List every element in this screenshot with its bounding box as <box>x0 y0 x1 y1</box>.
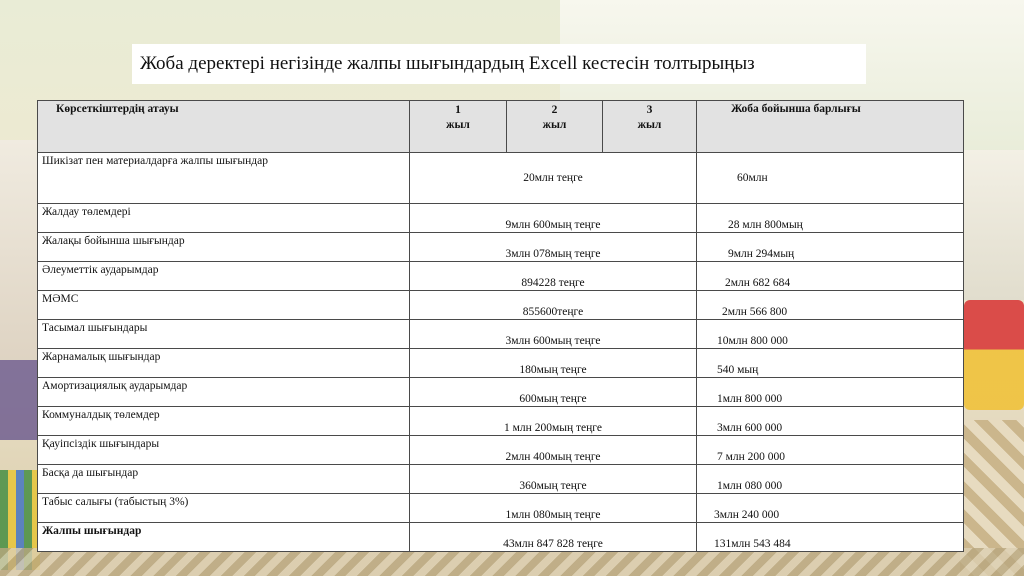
row-total-text: 9млн 294мың <box>728 247 795 260</box>
header-year-3-label: жыл <box>637 119 662 131</box>
row-value <box>410 262 697 291</box>
row-name: Әлеуметтік аударымдар <box>38 262 410 291</box>
row-value-text: 855600теңге <box>522 305 584 318</box>
row-total-text: 2млн 566 800 <box>722 305 788 318</box>
table-row <box>38 349 964 378</box>
row-value-text: 2млн 400мың теңге <box>505 450 601 463</box>
table-row <box>38 262 964 291</box>
table-row <box>38 407 964 436</box>
row-total <box>697 320 964 349</box>
row-value <box>410 523 697 552</box>
row-value <box>410 407 697 436</box>
row-value <box>410 291 697 320</box>
expenses-table <box>37 100 964 552</box>
header-year-1-number: 1 <box>455 104 461 116</box>
row-name: Шикізат пен материалдарға жалпы шығындар <box>38 153 410 204</box>
table-row <box>38 204 964 233</box>
row-name: Амортизациялық аударымдар <box>38 378 410 407</box>
row-total <box>697 523 964 552</box>
row-value-text: 894228 теңге <box>521 276 585 289</box>
row-total <box>697 494 964 523</box>
table-row <box>38 291 964 320</box>
row-value-text: 3млн 600мың теңге <box>505 334 601 347</box>
header-year-2 <box>507 101 603 153</box>
header-year-2-number: 2 <box>551 104 558 116</box>
row-name: Жалдау төлемдері <box>38 204 410 233</box>
header-year-3 <box>603 101 697 153</box>
row-value-text: 3млн 078мың теңге <box>505 247 601 260</box>
row-total <box>697 291 964 320</box>
row-total: 60млн <box>697 153 964 204</box>
table-row <box>38 320 964 349</box>
row-total-text: 131млн 543 484 <box>714 537 791 550</box>
row-name: Жалақы бойынша шығындар <box>38 233 410 262</box>
table-row <box>38 153 964 204</box>
row-value-text: 43млн 847 828 теңге <box>503 537 603 550</box>
header-indicator-name: Көрсеткіштердің атауы <box>38 101 410 153</box>
row-total-text: 3млн 240 000 <box>714 508 780 521</box>
row-total-text: 1млн 800 000 <box>717 392 783 405</box>
row-value <box>410 494 697 523</box>
row-value-text: 360мың теңге <box>519 479 587 492</box>
row-total-text: 7 млн 200 000 <box>717 450 786 463</box>
slide-title: Жоба деректері негізінде жалпы шығындардың Excell кестесін толтырыңыз <box>132 44 866 84</box>
table-header-row <box>38 101 964 153</box>
row-total <box>697 349 964 378</box>
background-rug-bottom <box>0 548 1024 576</box>
row-value-text: 1млн 080мың теңге <box>505 508 601 521</box>
row-total-text: 10млн 800 000 <box>717 334 788 347</box>
row-value-text: 600мың теңге <box>519 392 587 405</box>
table-row-total <box>38 523 964 552</box>
background-wall <box>964 150 1024 300</box>
row-total <box>697 436 964 465</box>
header-year-2-label: жыл <box>542 119 567 131</box>
header-year-1 <box>410 101 507 153</box>
row-total-text: 2млн 682 684 <box>725 276 791 289</box>
background-toy <box>0 360 38 440</box>
row-value <box>410 204 697 233</box>
row-value <box>410 320 697 349</box>
row-value-text: 9млн 600мың теңге <box>505 218 601 231</box>
header-year-3-number: 3 <box>646 104 653 116</box>
row-name: Жалпы шығындар <box>38 523 410 552</box>
row-value <box>410 378 697 407</box>
header-year-1-label: жыл <box>446 119 470 131</box>
row-value <box>410 233 697 262</box>
background-toy-cart <box>964 300 1024 410</box>
row-name: Басқа да шығындар <box>38 465 410 494</box>
row-name: Жарнамалық шығындар <box>38 349 410 378</box>
row-total <box>697 407 964 436</box>
row-name: Қауіпсіздік шығындары <box>38 436 410 465</box>
row-value <box>410 436 697 465</box>
header-project-total: Жоба бойынша барлығы <box>697 101 964 153</box>
row-value-text: 1 млн 200мың теңге <box>504 421 602 434</box>
row-total <box>697 465 964 494</box>
row-total <box>697 378 964 407</box>
row-total-text: 28 млн 800мың <box>728 218 803 231</box>
row-total <box>697 233 964 262</box>
row-total-text: 3млн 600 000 <box>717 421 783 434</box>
row-name: МӘМС <box>38 291 410 320</box>
table-row <box>38 378 964 407</box>
row-name: Тасымал шығындары <box>38 320 410 349</box>
row-name: Табыс салығы (табыстың 3%) <box>38 494 410 523</box>
row-total-text: 1млн 080 000 <box>717 479 783 492</box>
row-value <box>410 349 697 378</box>
table-row <box>38 436 964 465</box>
table-row <box>38 465 964 494</box>
row-name: Коммуналдық төлемдер <box>38 407 410 436</box>
row-value <box>410 465 697 494</box>
row-value-text: 180мың теңге <box>519 363 587 376</box>
table-row <box>38 233 964 262</box>
row-total-text: 540 мың <box>717 363 759 376</box>
row-value: 20млн теңге <box>410 153 697 204</box>
table-row <box>38 494 964 523</box>
row-total <box>697 262 964 291</box>
row-total <box>697 204 964 233</box>
